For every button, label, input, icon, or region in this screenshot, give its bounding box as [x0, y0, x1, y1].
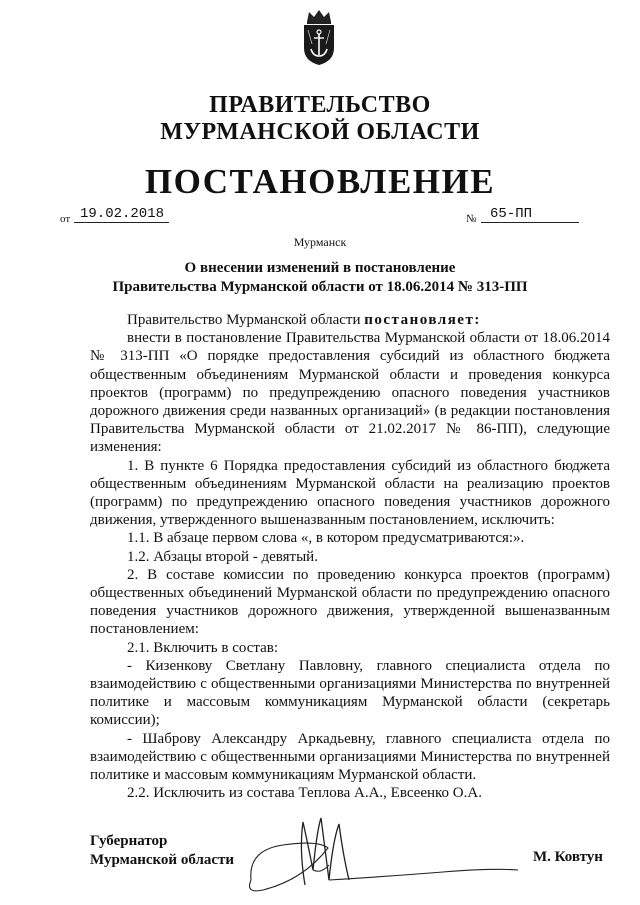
signatory-name: М. Ковтун — [533, 849, 603, 865]
intro-paragraph — [90, 311, 610, 329]
paragraph-member-1: - Кизенкову Светлану Павловну, главного специалиста отдела по взаимодействию с общественными организациями Министерства по внутренней политике и массовым коммуникациям Мурманской области (секретарь комиссии); — [90, 657, 610, 729]
subject-line1: О внесении изменений в постановление — [184, 260, 456, 276]
number-prefix: № — [466, 213, 477, 225]
paragraph-main: внести в постановление Правительства Мурманской области от 18.06.2014 № 313-ПП «О порядке предоставления субсидий из областного бюджета общественным объединениям Мурманской области и проведения конкурса проектов (программ) по предупреждению опасного поведения участников дорожного движения среди названных организаций» (в редакции постановления Правительства Мурманской области от 21.02.2017 № 86-ПП), следующие изменения: — [90, 330, 610, 456]
coat-of-arms-icon — [299, 8, 339, 66]
signatory-position — [90, 832, 234, 870]
government-name-line2: МУРМАНСКОЙ ОБЛАСТИ — [160, 119, 480, 145]
position-line2: Мурманской области — [90, 852, 235, 868]
date-prefix: от — [60, 213, 71, 225]
paragraph-member-2: - Шаброву Александру Аркадьевну, главного специалиста отдела по взаимодействию с общественными организациями Министерства по внутренней политике и массовым коммуникациям Мурманской области. — [90, 730, 610, 784]
subject-line2: Правительства Мурманской области от 18.06.2014 № 313-ПП — [112, 279, 528, 295]
intro-prefix: Правительство Мурманской области — [127, 312, 365, 328]
city-name: Мурманск — [293, 235, 347, 249]
document-type-title: ПОСТАНОВЛЕНИЕ — [144, 162, 496, 201]
intro-emphasis: постановляет: — [364, 312, 481, 328]
document-number: 65-ПП — [490, 206, 533, 222]
paragraph-item-2: 2. В составе комиссии по проведению конкурса проектов (программ) общественных объединений Мурманской области по предупреждению опасного поведения участников дорожного движения, утвержденной вышеназванным постановлением: — [90, 566, 610, 638]
paragraph-item-1-2: 1.2. Абзацы второй - девятый. — [127, 548, 318, 565]
government-name-line1: ПРАВИТЕЛЬСТВО — [209, 92, 431, 118]
document-date: 19.02.2018 — [80, 206, 165, 222]
position-line1: Губернатор — [90, 833, 168, 849]
paragraph-item-2-2: 2.2. Исключить из состава Теплова А.А., Евсеенко О.А. — [127, 785, 482, 802]
document-body — [90, 311, 610, 802]
paragraph-item-2-1: 2.1. Включить в состав: — [127, 639, 279, 656]
document-subject — [60, 259, 580, 297]
paragraph-item-1-1: 1.1. В абзаце первом слова «, в котором предусматриваются:». — [127, 530, 525, 547]
paragraph-item-1: 1. В пункте 6 Порядка предоставления субсидий из областного бюджета общественным объединениям Мурманской области на реализацию проектов (программ) по предупреждению опасного поведения участников дорожного движения, утвержденного вышеназванным постановлением, исключить: — [90, 457, 610, 529]
handwritten-signature — [243, 810, 523, 905]
